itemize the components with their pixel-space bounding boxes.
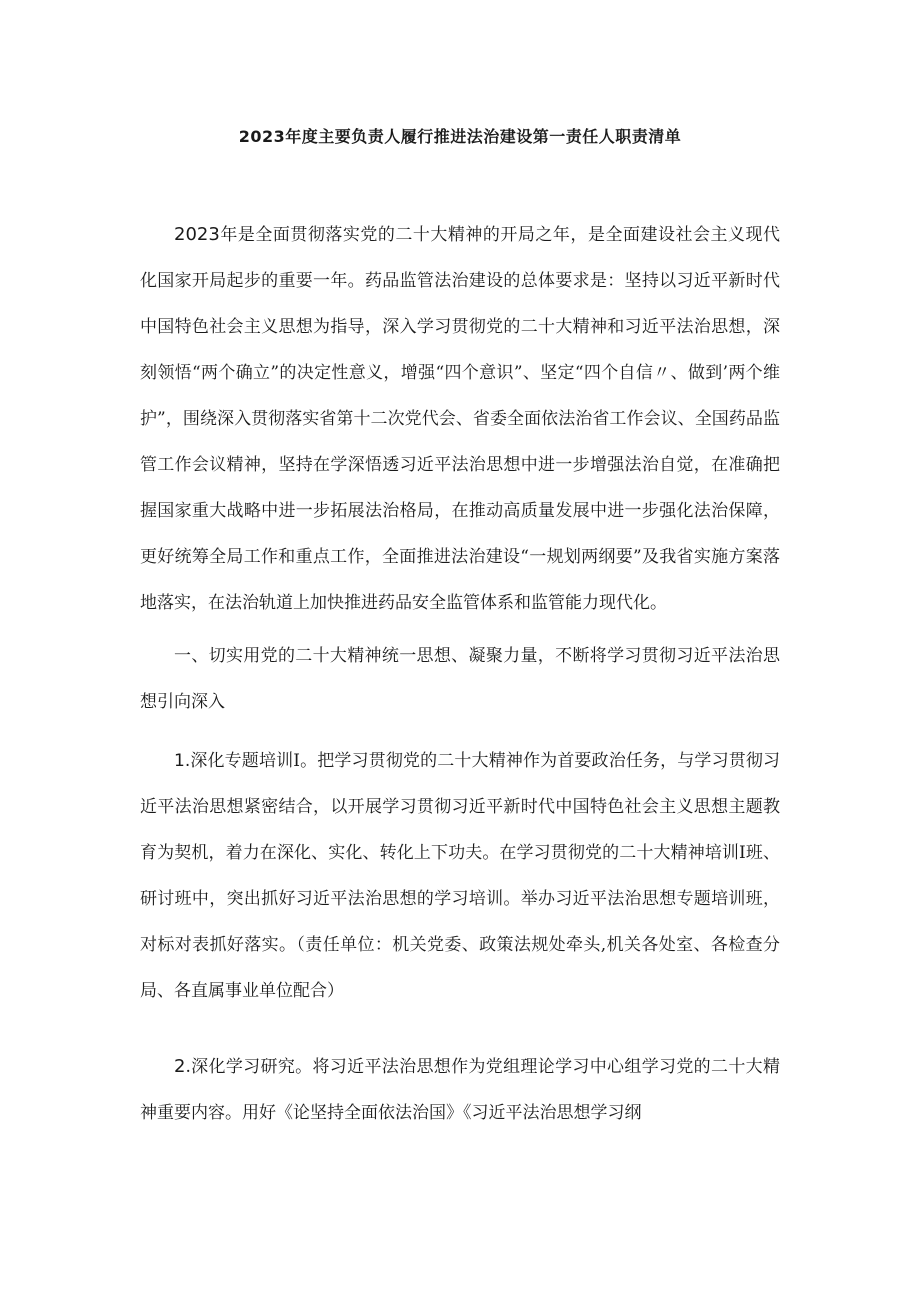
list-item-1-number: 1. bbox=[174, 751, 191, 771]
intro-text: 年是全面贯彻落实党的二十大精神的开局之年，是全面建设社会主义现代化国家开局起步的重要一年。药品监管法治建设的总体要求是：坚持以习近平新时代中国特色社会主义思想为指导，深入学习贯彻党的二十大精神和习近平法治思想，深刻领悟“两个确立”的决定性意义，增强“四个意识”、坚定“四个自信〃、做到’两个维护”，围绕深入贯彻落实省第十二次党代会、省委全面依法治省工作会议、全国药品监管工作会议精神，坚持在学深悟透习近平法治思想中进一步增强法治自觉，在准确把握国家重大战略中进一步拓展法治格局，在推动高质量发展中进一步强化法治保障，更好统筹全局工作和重点工作，全面推进法治建设“一规划两纲要”及我省实施方案落地落实，在法治轨道上加快推进药品安全监管体系和监管能力现代化。 bbox=[140, 225, 780, 613]
intro-year: 2023 bbox=[174, 224, 220, 245]
intro-paragraph bbox=[140, 212, 780, 626]
list-item-2-number: 2 bbox=[174, 1056, 186, 1077]
document-title: 2023年度主要负责人履行推进法治建设第一责任人职责清单 bbox=[238, 127, 682, 146]
section-heading-1: 一、切实用党的二十大精神统一思想、凝聚力量，不断将学习贯彻习近平法治思想引向深入 bbox=[140, 646, 780, 712]
list-item-1 bbox=[140, 738, 780, 1014]
list-item-2 bbox=[140, 1044, 780, 1136]
list-item-2-text: .深化学习研究。将习近平法治思想作为党组理论学习中心组学习党的二十大精神重要内容。用好《论坚持全面依法治国》《习近平法治思想学习纲 bbox=[140, 1057, 780, 1123]
list-item-1-text: 深化专题培训Ⅰ。把学习贯彻党的二十大精神作为首要政治任务，与学习贯彻习近平法治思想紧密结合，以开展学习贯彻习近平新时代中国特色社会主义思想主题教育为契机，着力在深化、实化、转化上下功夫。在学习贯彻党的二十大精神培训Ⅰ班、研讨班中，突出抓好习近平法治思想的学习培训。举办习近平法治思想专题培训班，对标对表抓好落实。（责任单位：机关党委、政策法规处牵头,机关各处室、各检查分局、各直属事业单位配合） bbox=[140, 751, 780, 1001]
